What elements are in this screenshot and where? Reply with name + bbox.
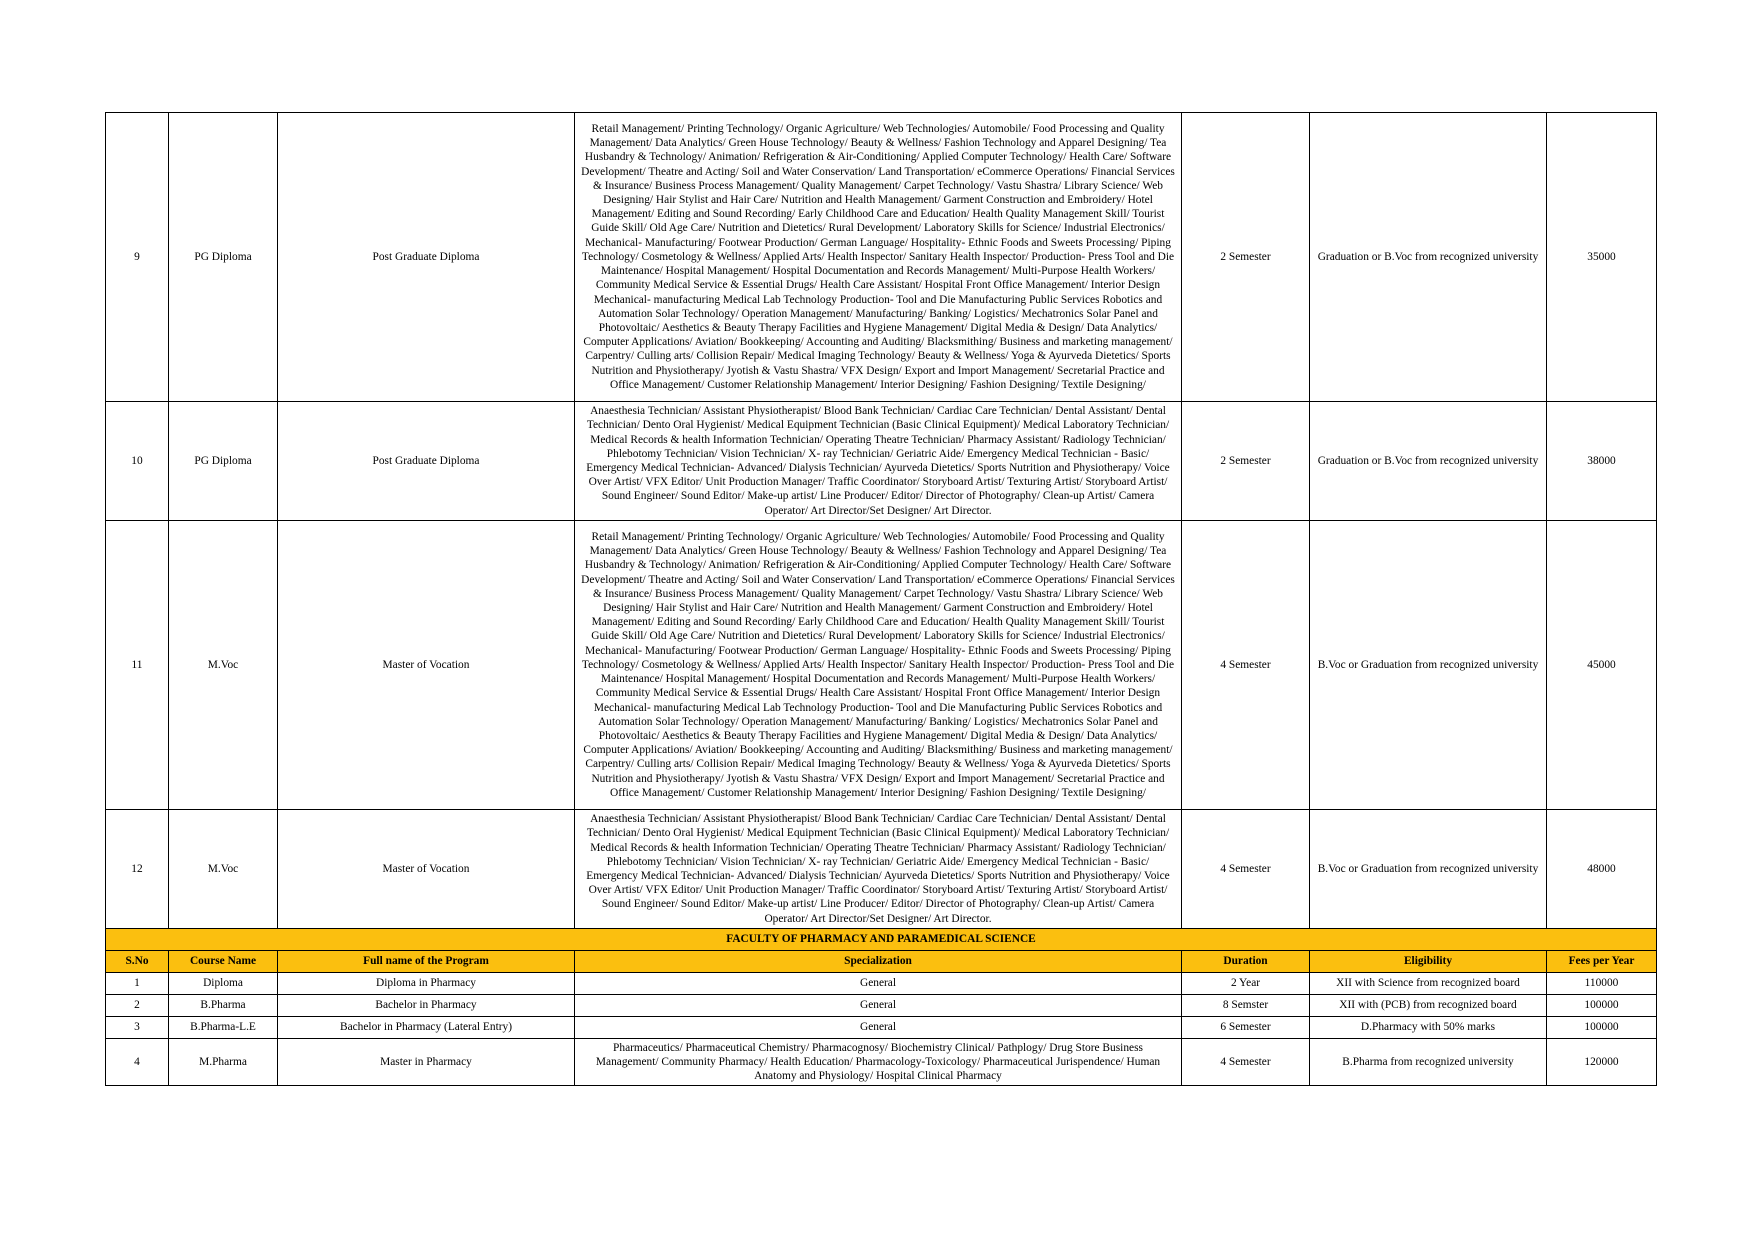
table-row (106, 113, 1657, 402)
table-row (106, 1017, 1657, 1039)
eligibility-cell: XII with Science from recognized board (1310, 973, 1547, 995)
fees-cell: 48000 (1547, 810, 1657, 929)
column-header-specialization: Specialization (575, 951, 1182, 973)
fees-cell: 35000 (1547, 113, 1657, 402)
fees-cell: 100000 (1547, 1017, 1657, 1039)
sno-cell: 11 (106, 521, 169, 810)
column-header-duration: Duration (1182, 951, 1310, 973)
column-header-course-name: Course Name (169, 951, 278, 973)
specialization-cell: Anaesthesia Technician/ Assistant Physiotherapist/ Blood Bank Technician/ Cardiac Care Technician/ Dental Assistant/ Dental Technician/ Dento Oral Hygienist/ Medical Equipment Technician (Basic Clinical Equipment)/ Medical Laboratory Technician/ Medical Records & health Information Technician/ Operating Theatre Technician/ Pharmacy Assistant/ Radiology Technician/ Phlebotomy Technician/ Vision Technician/ X- ray Technician/ Geriatric Aide/ Emergency Medical Technician - Basic/ Emergency Medical Technician- Advanced/ Dialysis Technician/ Ayurveda Dietetics/ Sports Nutrition and Physiotherapy/ Voice Over Artist/ VFX Editor/ Unit Production Manager/ Traffic Coordinator/ Storyboard Artist/ Texturing Artist/ Storyboard Artist/ Sound Engineer/ Sound Editor/ Make-up artist/ Line Producer/ Editor/ Director of Photography/ Clean-up Artist/ Camera Operator/ Art Director/Set Designer/ Art Director. (575, 402, 1182, 521)
fees-cell: 45000 (1547, 521, 1657, 810)
course-name-cell: B.Pharma (169, 995, 278, 1017)
program-name-cell: Master in Pharmacy (278, 1039, 575, 1086)
column-header-row (106, 951, 1657, 973)
program-name-cell: Master of Vocation (278, 810, 575, 929)
duration-cell: 4 Semester (1182, 810, 1310, 929)
fees-cell: 100000 (1547, 995, 1657, 1017)
program-name-cell: Bachelor in Pharmacy (Lateral Entry) (278, 1017, 575, 1039)
sno-cell: 9 (106, 113, 169, 402)
sno-cell: 10 (106, 402, 169, 521)
program-name-cell: Post Graduate Diploma (278, 402, 575, 521)
table-row (106, 810, 1657, 929)
duration-cell: 8 Semster (1182, 995, 1310, 1017)
table-row (106, 995, 1657, 1017)
specialization-cell: Retail Management/ Printing Technology/ Organic Agriculture/ Web Technologies/ Automobile/ Food Processing and Quality Management/ Data Analytics/ Green House Technology/ Beauty & Wellness/ Fashion Technology and Apparel Designing/ Tea Husbandry & Technology/ Animation/ Refrigeration & Air-Conditioning/ Applied Computer Technology/ Health Care/ Software Development/ Theatre and Acting/ Soil and Water Conservation/ Land Transportation/ eCommerce Operations/ Financial Services & Insurance/ Business Process Management/ Quality Management/ Carpet Technology/ Vastu Shastra/ Library Science/ Web Designing/ Hair Stylist and Hair Care/ Nutrition and Health Management/ Garment Construction and Embroidery/ Hotel Management/ Editing and Sound Recording/ Early Childhood Care and Education/ Health Quality Management Skill/ Tourist Guide Skill/ Old Age Care/ Nutrition and Dietetics/ Rural Development/ Laboratory Skills for Science/ Industrial Electronics/ Mechanical- Manufacturing/ Footwear Production/ German Language/ Hospitality- Ethnic Foods and Sweets Processing/ Piping Technology/ Cosmetology & Wellness/ Applied Arts/ Health Inspector/ Sanitary Health Inspector/ Production- Press Tool and Die Maintenance/ Hospital Management/ Hospital Documentation and Records Management/ Multi-Purpose Health Workers/ Community Medical Service & Essential Drugs/ Health Care Assistant/ Hospital Front Office Management/ Interior Design Mechanical- manufacturing Medical Lab Technology Production- Tool and Die Manufacturing Public Services Robotics and Automation Solar Technology/ Operation Management/ Manufacturing/ Banking/ Logistics/ Mechatronics Solar Panel and Photovoltaic/ Aesthetics & Beauty Therapy Facilities and Hygiene Management/ Digital Media & Design/ Data Analytics/ Computer Applications/ Aviation/ Bookkeeping/ Accounting and Auditing/ Blacksmithing/ Business and marketing management/ Carpentry/ Culling arts/ Collision Repair/ Medical Imaging Technology/ Beauty & Wellness/ Yoga & Ayurveda Dietetics/ Sports Nutrition and Physiotherapy/ Jyotish & Vastu Shastra/ VFX Design/ Export and Import Management/ Secretarial Practice and Office Management/ Customer Relationship Management/ Interior Designing/ Fashion Designing/ Textile Designing/ (575, 113, 1182, 402)
sno-cell: 12 (106, 810, 169, 929)
duration-cell: 6 Semester (1182, 1017, 1310, 1039)
table-row (106, 402, 1657, 521)
programs-table (105, 112, 1657, 1086)
program-name-cell: Master of Vocation (278, 521, 575, 810)
duration-cell: 4 Semester (1182, 1039, 1310, 1086)
duration-cell: 2 Semester (1182, 113, 1310, 402)
course-name-cell: PG Diploma (169, 402, 278, 521)
course-name-cell: M.Voc (169, 521, 278, 810)
eligibility-cell: Graduation or B.Voc from recognized university (1310, 113, 1547, 402)
program-name-cell: Post Graduate Diploma (278, 113, 575, 402)
section-header-row (106, 929, 1657, 951)
table-row (106, 1039, 1657, 1086)
fees-cell: 120000 (1547, 1039, 1657, 1086)
column-header-sno: S.No (106, 951, 169, 973)
fees-cell: 110000 (1547, 973, 1657, 995)
eligibility-cell: B.Pharma from recognized university (1310, 1039, 1547, 1086)
program-name-cell: Diploma in Pharmacy (278, 973, 575, 995)
column-header-program: Full name of the Program (278, 951, 575, 973)
sno-cell: 2 (106, 995, 169, 1017)
sno-cell: 3 (106, 1017, 169, 1039)
eligibility-cell: D.Pharmacy with 50% marks (1310, 1017, 1547, 1039)
eligibility-cell: B.Voc or Graduation from recognized university (1310, 810, 1547, 929)
sno-cell: 4 (106, 1039, 169, 1086)
specialization-cell: General (575, 1017, 1182, 1039)
duration-cell: 2 Year (1182, 973, 1310, 995)
table-row (106, 973, 1657, 995)
specialization-cell: Anaesthesia Technician/ Assistant Physiotherapist/ Blood Bank Technician/ Cardiac Care Technician/ Dental Assistant/ Dental Technician/ Dento Oral Hygienist/ Medical Equipment Technician (Basic Clinical Equipment)/ Medical Laboratory Technician/ Medical Records & health Information Technician/ Operating Theatre Technician/ Pharmacy Assistant/ Radiology Technician/ Phlebotomy Technician/ Vision Technician/ X- ray Technician/ Geriatric Aide/ Emergency Medical Technician - Basic/ Emergency Medical Technician- Advanced/ Dialysis Technician/ Ayurveda Dietetics/ Sports Nutrition and Physiotherapy/ Voice Over Artist/ VFX Editor/ Unit Production Manager/ Traffic Coordinator/ Storyboard Artist/ Texturing Artist/ Storyboard Artist/ Sound Engineer/ Sound Editor/ Make-up artist/ Line Producer/ Editor/ Director of Photography/ Clean-up Artist/ Camera Operator/ Art Director/Set Designer/ Art Director. (575, 810, 1182, 929)
section-title: FACULTY OF PHARMACY AND PARAMEDICAL SCIENCE (106, 929, 1657, 951)
specialization-cell: General (575, 973, 1182, 995)
eligibility-cell: Graduation or B.Voc from recognized university (1310, 402, 1547, 521)
eligibility-cell: XII with (PCB) from recognized board (1310, 995, 1547, 1017)
course-name-cell: PG Diploma (169, 113, 278, 402)
program-name-cell: Bachelor in Pharmacy (278, 995, 575, 1017)
column-header-fees: Fees per Year (1547, 951, 1657, 973)
eligibility-cell: B.Voc or Graduation from recognized university (1310, 521, 1547, 810)
column-header-eligibility: Eligibility (1310, 951, 1547, 973)
course-name-cell: M.Pharma (169, 1039, 278, 1086)
specialization-cell: Pharmaceutics/ Pharmaceutical Chemistry/ Pharmacognosy/ Biochemistry Clinical/ Pathplogy/ Drug Store Business Management/ Community Pharmacy/ Health Education/ Pharmacology-Toxicology/ Pharmaceutical Jurispendence/ Human Anatomy and Physiology/ Hospital Clinical Pharmacy (575, 1039, 1182, 1086)
course-name-cell: Diploma (169, 973, 278, 995)
course-name-cell: M.Voc (169, 810, 278, 929)
sno-cell: 1 (106, 973, 169, 995)
duration-cell: 2 Semester (1182, 402, 1310, 521)
table-row (106, 521, 1657, 810)
specialization-cell: General (575, 995, 1182, 1017)
specialization-cell: Retail Management/ Printing Technology/ Organic Agriculture/ Web Technologies/ Automobile/ Food Processing and Quality Management/ Data Analytics/ Green House Technology/ Beauty & Wellness/ Fashion Technology and Apparel Designing/ Tea Husbandry & Technology/ Animation/ Refrigeration & Air-Conditioning/ Applied Computer Technology/ Health Care/ Software Development/ Theatre and Acting/ Soil and Water Conservation/ Land Transportation/ eCommerce Operations/ Financial Services & Insurance/ Business Process Management/ Quality Management/ Carpet Technology/ Vastu Shastra/ Library Science/ Web Designing/ Hair Stylist and Hair Care/ Nutrition and Health Management/ Garment Construction and Embroidery/ Hotel Management/ Editing and Sound Recording/ Early Childhood Care and Education/ Health Quality Management Skill/ Tourist Guide Skill/ Old Age Care/ Nutrition and Dietetics/ Rural Development/ Laboratory Skills for Science/ Industrial Electronics/ Mechanical- Manufacturing/ Footwear Production/ German Language/ Hospitality- Ethnic Foods and Sweets Processing/ Piping Technology/ Cosmetology & Wellness/ Applied Arts/ Health Inspector/ Sanitary Health Inspector/ Production- Press Tool and Die Maintenance/ Hospital Management/ Hospital Documentation and Records Management/ Multi-Purpose Health Workers/ Community Medical Service & Essential Drugs/ Health Care Assistant/ Hospital Front Office Management/ Interior Design Mechanical- manufacturing Medical Lab Technology Production- Tool and Die Manufacturing Public Services Robotics and Automation Solar Technology/ Operation Management/ Manufacturing/ Banking/ Logistics/ Mechatronics Solar Panel and Photovoltaic/ Aesthetics & Beauty Therapy Facilities and Hygiene Management/ Digital Media & Design/ Data Analytics/ Computer Applications/ Aviation/ Bookkeeping/ Accounting and Auditing/ Blacksmithing/ Business and marketing management/ Carpentry/ Culling arts/ Collision Repair/ Medical Imaging Technology/ Beauty & Wellness/ Yoga & Ayurveda Dietetics/ Sports Nutrition and Physiotherapy/ Jyotish & Vastu Shastra/ VFX Design/ Export and Import Management/ Secretarial Practice and Office Management/ Customer Relationship Management/ Interior Designing/ Fashion Designing/ Textile Designing/ (575, 521, 1182, 810)
duration-cell: 4 Semester (1182, 521, 1310, 810)
course-name-cell: B.Pharma-L.E (169, 1017, 278, 1039)
fees-cell: 38000 (1547, 402, 1657, 521)
